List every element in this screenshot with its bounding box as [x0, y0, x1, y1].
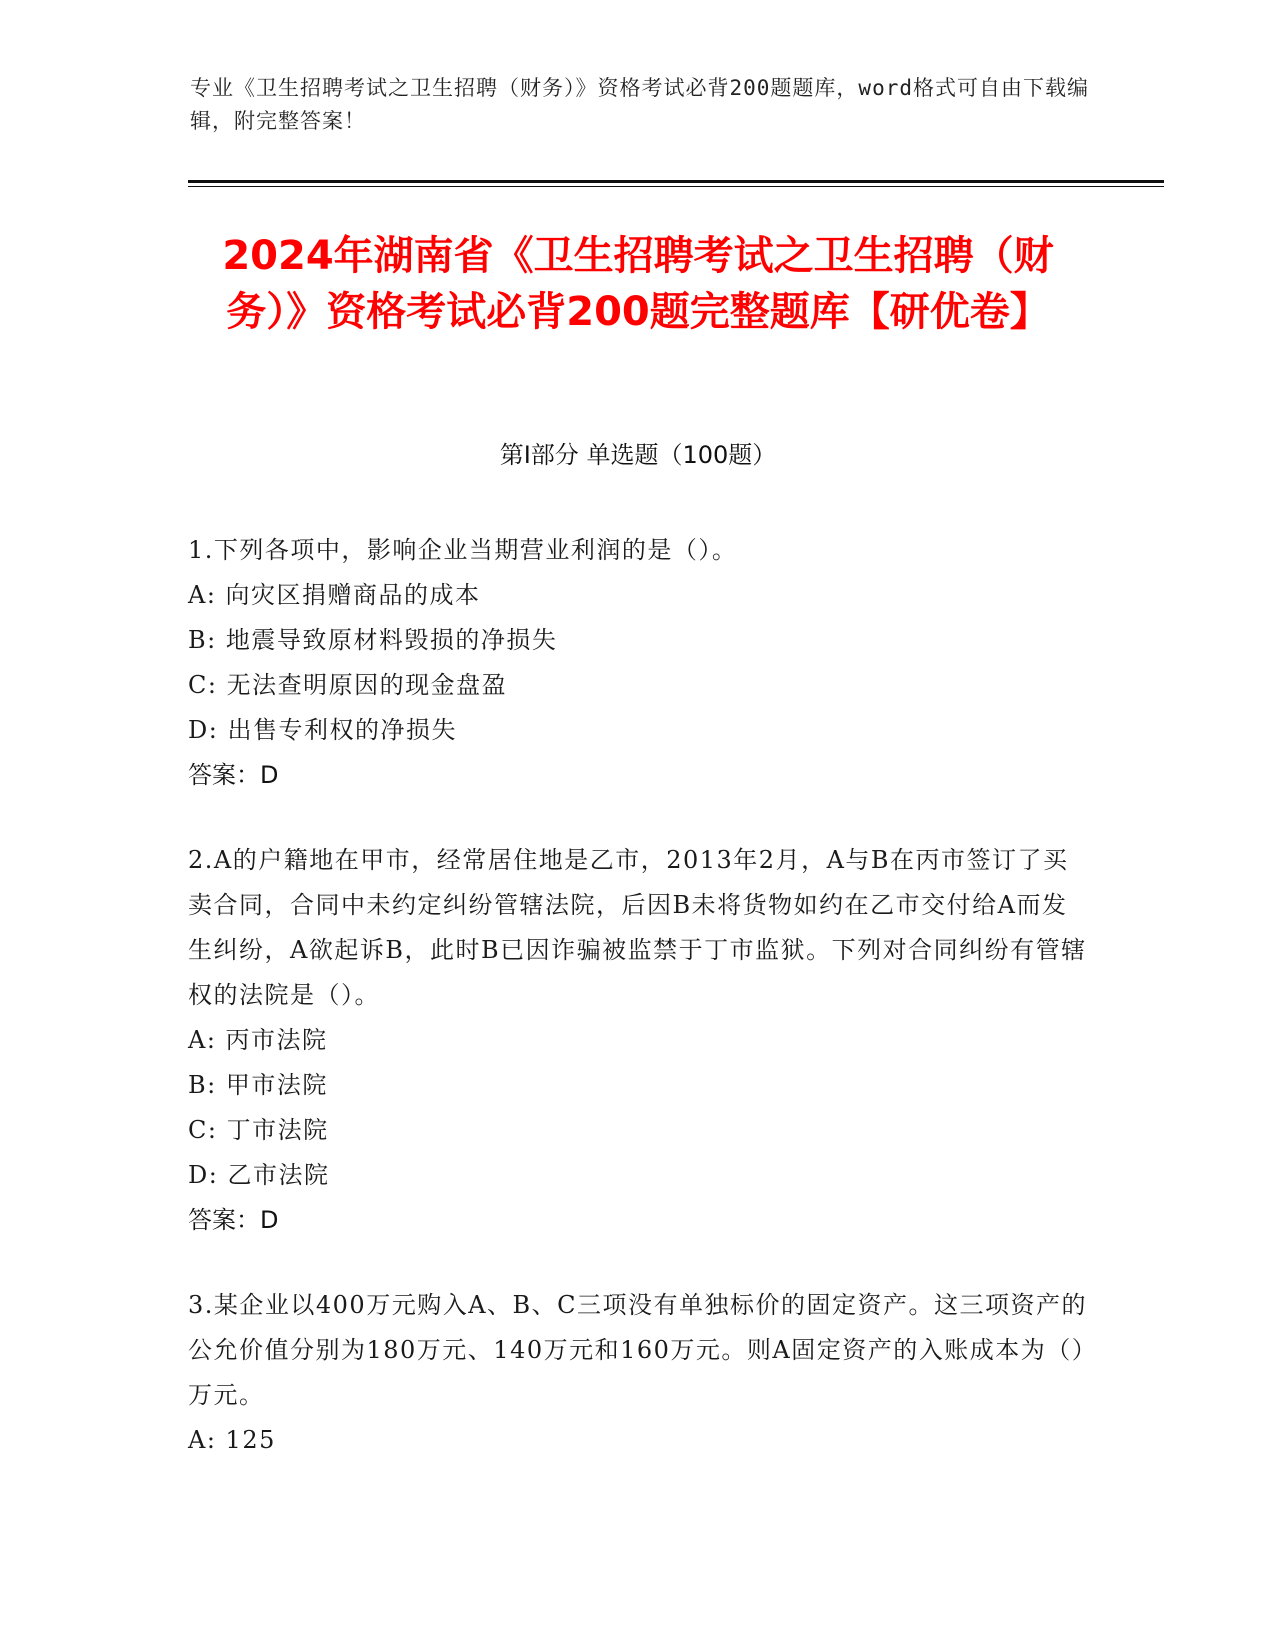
question-2	[188, 838, 1088, 1243]
option-a: A: 丙市法院	[188, 1026, 328, 1054]
option-d: D: 出售专利权的净损失	[188, 716, 457, 744]
question-3	[188, 1283, 1088, 1463]
option-d: D: 乙市法院	[188, 1161, 330, 1189]
question-stem: 1.下列各项中，影响企业当期营业利润的是（）。	[188, 536, 738, 564]
question-stem: 2.A的户籍地在甲市，经常居住地是乙市，2013年2月，A与B在丙市签订了买卖合同，合同中未约定纠纷管辖法院，后因B未将货物如约在乙市交付给A而发生纠纷，A欲起诉B，此时B已因诈骗被监禁于丁市监狱。下列对合同纠纷有管辖权的法院是（）。	[188, 846, 1087, 1009]
header-rule-thick	[188, 180, 1164, 183]
question-list	[188, 528, 1088, 1503]
section-heading: 第I部分 单选题（100题）	[499, 441, 777, 469]
answer-line: 答案：D	[188, 1206, 279, 1234]
answer-line: 答案：D	[188, 761, 279, 789]
document-title: 2024年湖南省《卫生招聘考试之卫生招聘（财务）》资格考试必背200题完整题库【研优卷】	[222, 233, 1054, 335]
option-c: C: 丁市法院	[188, 1116, 329, 1144]
question-stem: 3.某企业以400万元购入A、B、C三项没有单独标价的固定资产。这三项资产的公允价值分别为180万元、140万元和160万元。则A固定资产的入账成本为（）万元。	[188, 1291, 1088, 1409]
option-b: B: 甲市法院	[188, 1071, 328, 1099]
option-b: B: 地震导致原材料毁损的净损失	[188, 626, 558, 654]
header-note: 专业《卫生招聘考试之卫生招聘（财务）》资格考试必背200题题库，word格式可自由下载编辑，附完整答案！	[190, 76, 1089, 133]
header-rule-thin	[188, 186, 1164, 187]
option-c: C: 无法查明原因的现金盘盈	[188, 671, 508, 699]
option-a: A: 向灾区捐赠商品的成本	[188, 581, 481, 609]
question-1	[188, 528, 1088, 798]
option-a: A: 125	[188, 1426, 276, 1454]
